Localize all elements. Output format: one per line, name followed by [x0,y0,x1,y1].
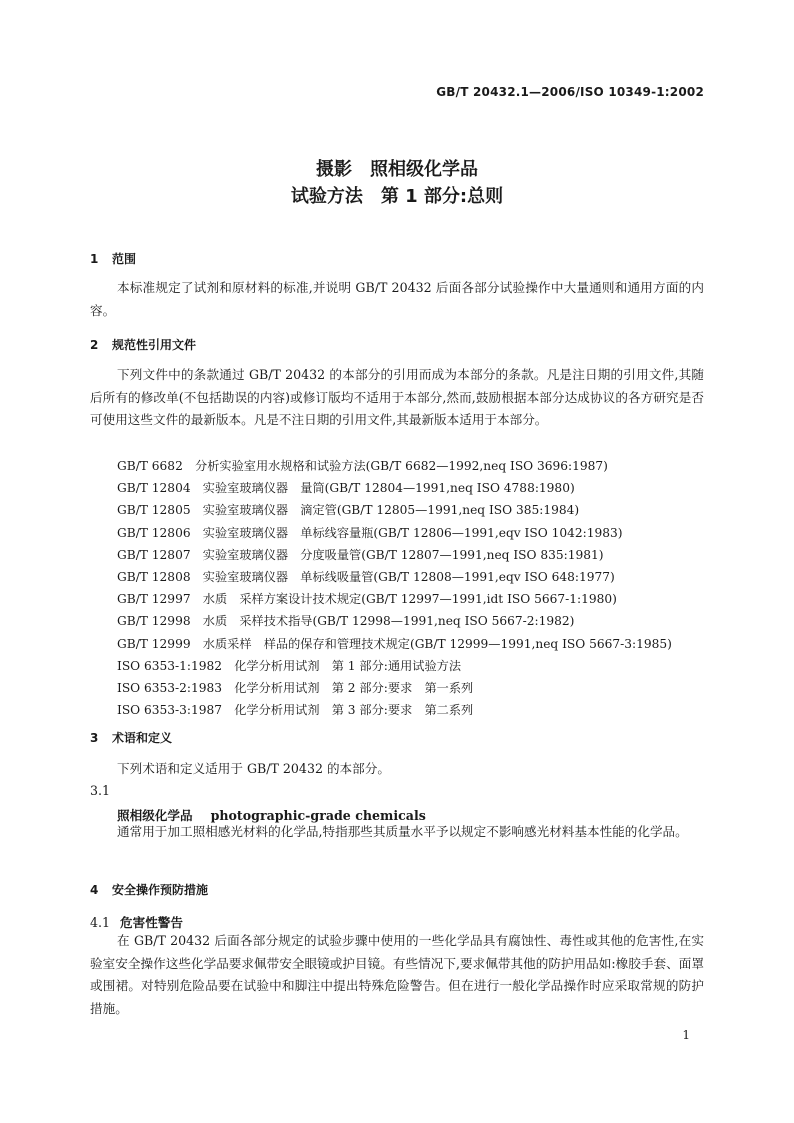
term-english: photographic-grade chemicals [210,808,426,823]
section-title: 术语和定义 [112,731,173,745]
title-part-a: 摄影 [316,159,352,180]
title-line-1 [0,155,794,181]
section-3-text: 下列术语和定义适用于 GB/T 20432 的本部分。 [117,761,390,776]
reference-item: GB/T 6682 分析实验室用水规格和试验方法(GB/T 6682—1992,neq ISO 3696:1987) [117,459,608,473]
reference-item: GB/T 12806 实验室玻璃仪器 单标线容量瓶(GB/T 12806—1991,eqv ISO 1042:1983) [117,525,623,540]
section-1-text: 本标准规定了试剂和原材料的标准,并说明 GB/T 20432 后面各部分试验操作中大量通则和通用方面的内容。 [90,280,704,318]
section-2-text: 下列文件中的条款通过 GB/T 20432 的本部分的引用而成为本部分的条款。凡是注日期的引用文件,其随后所有的修改单(不包括勘误的内容)或修订版均不适用于本部分,然而,鼓励根据本部分达成协议的各方研究是否可使用这些文件的最新版本。凡是不注日期的引用文件,其最新版本适用于本部分。 [90,367,704,427]
reference-item: GB/T 12807 实验室玻璃仪器 分度吸量管(GB/T 12807—1991,neq ISO 835:1981) [117,547,604,562]
subsection-number: 3.1 [90,783,111,798]
reference-item: ISO 6353-3:1987 化学分析用试剂 第 3 部分:要求 第二系列 [117,703,474,718]
section-number: 1 [90,252,99,266]
section-title: 范围 [112,252,137,266]
term-chinese: 照相级化学品 [117,808,193,823]
reference-item: GB/T 12997 水质 采样方案设计技术规定(GB/T 12997—1991,idt ISO 5667-1:1980) [117,592,617,607]
title-part-d: 第 1 部分:总则 [380,186,504,207]
reference-item: GB/T 12805 实验室玻璃仪器 滴定管(GB/T 12805—1991,neq ISO 385:1984) [117,503,580,518]
section-number: 4 [90,883,99,897]
subsection-title: 危害性警告 [120,915,183,930]
standard-number: GB/T 20432.1—2006/ISO 10349-1:2002 [436,85,704,99]
reference-item: GB/T 12808 实验室玻璃仪器 单标线吸量管(GB/T 12808—1991,eqv ISO 648:1977) [117,569,615,584]
page-number: 1 [682,1028,690,1042]
reference-item: GB/T 12999 水质采样 样品的保存和管理技术规定(GB/T 12999—1991,neq ISO 5667-3:1985) [117,636,672,651]
title-line-2 [0,182,794,208]
section-4-heading [90,881,208,898]
term-definition: 通常用于加工照相感光材料的化学品,特指那些其质量水平予以规定不影响感光材料基本性能的化学品。 [117,824,688,839]
title-part-c: 试验方法 [290,186,363,207]
section-number: 2 [90,338,99,352]
reference-item: ISO 6353-1:1982 化学分析用试剂 第 1 部分:通用试验方法 [117,658,462,673]
section-2-heading [90,336,196,353]
subsection-number: 4.1 [90,915,111,930]
subsection-4-1-heading [90,912,183,931]
section-number: 3 [90,731,99,745]
reference-item: GB/T 12998 水质 采样技术指导(GB/T 12998—1991,neq ISO 5667-2:1982) [117,614,575,629]
title-part-b: 照相级化学品 [370,159,478,180]
reference-item: ISO 6353-2:1983 化学分析用试剂 第 2 部分:要求 第一系列 [117,680,474,695]
section-title: 规范性引用文件 [112,338,197,352]
section-4-text: 在 GB/T 20432 后面各部分规定的试验步骤中使用的一些化学品具有腐蚀性、毒性或其他的危害性,在实验室安全操作这些化学品要求佩带安全眼镜或护目镜。有些情况下,要求佩带其他的防护用品如:橡胶手套、面罩或围裙。对特别危险品要在试验中和脚注中提出特殊危险警告。但在进行一般化学品操作时应采取常规的防护措施。 [90,933,704,1016]
section-3-heading [90,729,172,746]
section-title: 安全操作预防措施 [112,883,209,897]
section-1-heading [90,250,136,267]
reference-item: GB/T 12804 实验室玻璃仪器 量筒(GB/T 12804—1991,neq ISO 4788:1980) [117,481,575,496]
reference-list [117,455,672,721]
